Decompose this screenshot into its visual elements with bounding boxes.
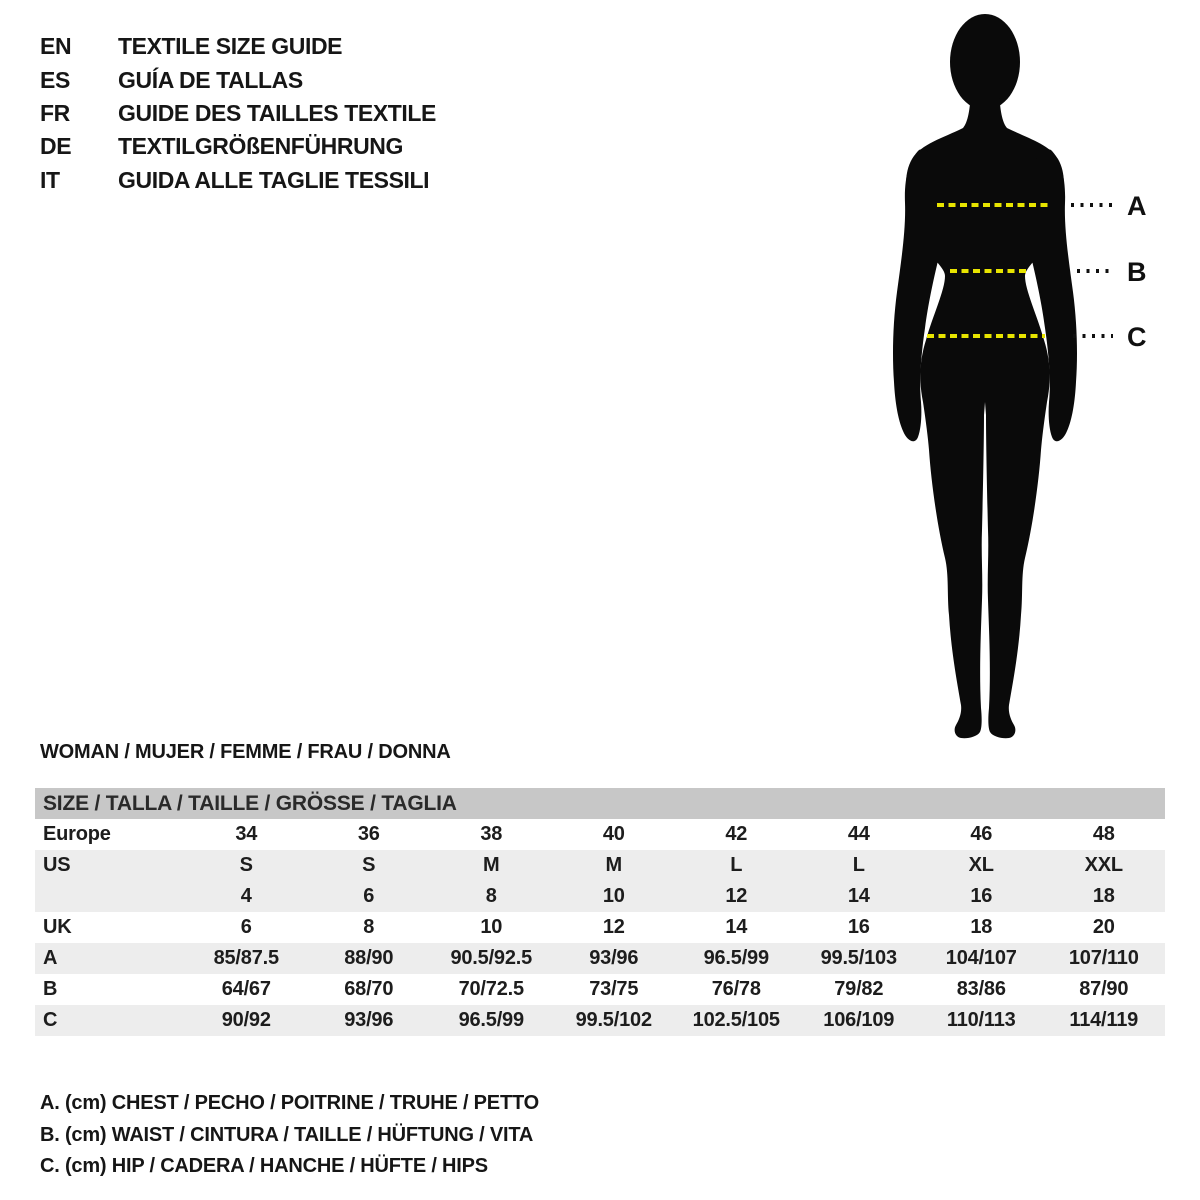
size-value: 107/110 [1068,947,1139,969]
size-value: 104/107 [945,947,1017,969]
row-label: UK [43,916,72,938]
size-value: 70/72.5 [458,978,524,1000]
size-value: M [605,854,622,876]
row-label: US [43,854,71,876]
language-row [40,97,436,130]
size-value: 36 [357,823,380,845]
size-table-body [35,819,1165,1036]
size-value: 96.5/99 [458,1009,524,1031]
size-value: 16 [847,916,870,938]
size-value: 99.5/102 [575,1009,652,1031]
size-value: 18 [1092,885,1115,907]
size-value: 4 [240,885,252,907]
section-title: WOMAN / MUJER / FEMME / FRAU / DONNA [40,741,451,763]
size-value: L [852,854,865,876]
language-row [40,164,436,197]
size-table-header: SIZE / TALLA / TAILLE / GRÖSSE / TAGLIA [35,788,1165,819]
language-row [40,63,436,96]
language-list [40,30,436,197]
size-value: S [362,854,376,876]
size-value: 64/67 [221,978,271,1000]
row-label: A [43,947,58,969]
size-value: 73/75 [589,978,639,1000]
legend-line: C. (cm) HIP / CADERA / HANCHE / HÜFTE / HIPS [40,1155,488,1178]
size-value: 6 [363,885,375,907]
size-value: 10 [480,916,503,938]
table-row [35,943,1165,974]
language-code: FR [40,99,70,126]
measure-label-a: A [1127,191,1147,221]
language-title: GUÍA DE TALLAS [118,66,303,93]
size-value: 12 [602,916,625,938]
table-row [35,850,1165,881]
size-value: 18 [970,916,993,938]
size-value: 102.5/105 [692,1009,780,1031]
size-value: 93/96 [589,947,639,969]
size-value: 8 [485,885,497,907]
size-value: 106/109 [823,1009,895,1031]
size-value: 99.5/103 [820,947,897,969]
size-value: 88/90 [344,947,394,969]
size-value: XL [968,854,994,876]
legend-line: B. (cm) WAIST / CINTURA / TAILLE / HÜFTUNG / VITA [40,1123,534,1146]
size-value: 8 [363,916,375,938]
size-value: L [730,854,743,876]
measure-label-c: C [1127,322,1147,352]
size-value: 12 [725,885,748,907]
size-value: 85/87.5 [213,947,279,969]
size-value: 38 [480,823,503,845]
size-value: XXL [1084,854,1123,876]
size-value: 34 [235,823,258,845]
language-row [40,30,436,63]
legend-line: A. (cm) CHEST / PECHO / POITRINE / TRUHE / PETTO [40,1092,539,1115]
measure-label-b: B [1127,257,1147,287]
size-value: 10 [602,885,625,907]
size-value: 14 [725,916,748,938]
size-value: 96.5/99 [703,947,769,969]
language-title: GUIDE DES TAILLES TEXTILE [118,99,436,126]
size-value: 90.5/92.5 [450,947,533,969]
table-row [35,819,1165,850]
language-code: EN [40,33,72,60]
language-title: TEXTILE SIZE GUIDE [118,33,343,60]
size-value: 20 [1092,916,1115,938]
language-row [40,130,436,163]
size-value: S [239,854,253,876]
size-value: 42 [725,823,748,845]
size-value: 87/90 [1079,978,1129,1000]
size-value: 68/70 [344,978,394,1000]
size-table [35,788,1165,1036]
row-label: B [43,978,58,1000]
language-code: DE [40,133,72,160]
measurement-legend [40,1088,539,1183]
language-code: ES [40,66,70,93]
size-value: 48 [1092,823,1115,845]
size-value: 6 [240,916,252,938]
size-value: 76/78 [711,978,761,1000]
table-row [35,912,1165,943]
size-value: 46 [970,823,993,845]
row-label: C [43,1009,58,1031]
row-label: Europe [43,823,111,845]
size-value: 79/82 [834,978,884,1000]
size-value: 40 [602,823,625,845]
woman-figure-diagram [855,10,1175,745]
table-row [35,881,1165,912]
size-value: M [483,854,500,876]
size-value: 44 [847,823,870,845]
language-code: IT [40,166,60,193]
table-row [35,1005,1165,1036]
woman-silhouette-svg [855,10,1175,745]
size-value: 83/86 [956,978,1006,1000]
size-value: 14 [847,885,870,907]
size-value: 110/113 [946,1009,1016,1031]
size-value: 90/92 [221,1009,271,1031]
language-title: TEXTILGRÖßENFÜHRUNG [118,133,403,160]
size-value: 114/119 [1069,1009,1139,1031]
size-value: 16 [970,885,993,907]
table-row [35,974,1165,1005]
size-value: 93/96 [344,1009,394,1031]
language-title: GUIDA ALLE TAGLIE TESSILI [118,166,430,193]
